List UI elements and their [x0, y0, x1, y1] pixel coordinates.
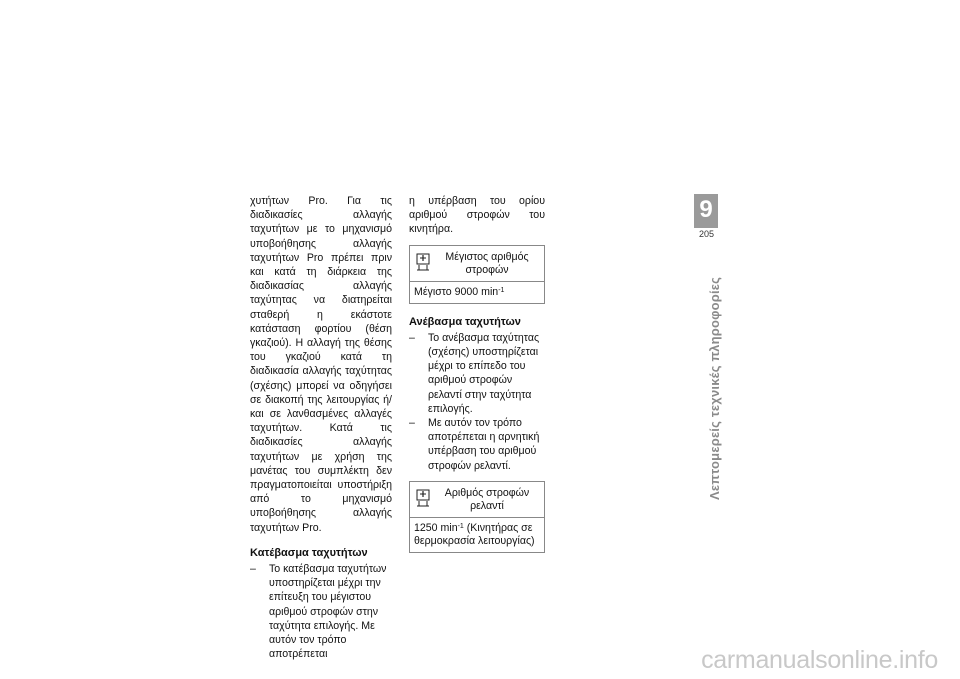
body-paragraph: η υπέρβαση του ορίου αριθμού στροφών του κινητήρα.	[409, 195, 545, 236]
engine-speed-icon	[416, 489, 432, 513]
spec-title: Αριθμός στροφών ρελαντί	[444, 486, 530, 512]
spec-title: Μέγιστος αριθμός στροφών	[445, 250, 529, 276]
body-paragraph: χυτήτων Pro. Για τις διαδικασίες αλλαγής ταχυτήτων με το μηχανισμό υποβοήθησης αλλαγής ταχυτήτων Pro πρέπει πριν και κατά τη διάρκεια της διαδικασίας αλλαγής ταχύτητας να διατηρείται σταθερή η εκάστοτε κατάσταση φορτίου (θέση γκαζιού). Η αλλαγή της θέσης του γκαζιού κατά τη διαδικασία αλλαγής ταχύτητας (σχέσης) μπορεί να οδηγήσει σε διακοπή της λειτουργίας ή/και σε λανθασμένες αλλαγές ταχυτήτων. Κατά τις διαδικασίες αλλαγής ταχυτήτων με χρήση της μανέτας του συμπλέκτη δεν πραγματοποιείται υποστήριξη από το μηχανισμό υποβοήθησης αλλαγής ταχυτήτων Pro.	[250, 195, 392, 534]
section-heading-downshift: Κατέβασμα ταχυτήτων	[250, 546, 368, 559]
engine-speed-icon	[416, 253, 432, 277]
left-text-column	[250, 194, 392, 662]
watermark-brand: carmanualsonline.info	[701, 646, 938, 674]
chapter-title: Λεπτομερείς τεχνικές πληροφορίες	[707, 276, 722, 500]
bullet-list	[250, 562, 392, 661]
spec-box-idle-rpm	[409, 481, 545, 553]
page-number: 205	[698, 229, 715, 239]
right-text-column	[409, 194, 545, 563]
spec-box-max-rpm	[409, 245, 545, 304]
list-item: – Το κατέβασμα ταχυτήτων υποστηρίζεται μέχρι την επίτευξη του μέγιστου αριθμού στροφών στην ταχύτητα επιλογής. Με αυτόν τον τρόπο αποτρέπεται	[250, 562, 392, 661]
spec-value: Μέγιστο 9000 $\min^{-1}$	[414, 285, 505, 298]
list-item: – Με αυτόν τον τρόπο αποτρέπεται η αρνητική υπέρβαση του αριθμού στροφών ρελαντί.	[409, 416, 545, 473]
spec-value: 1250 $\min^{-1} (K\iota\nu\eta\tau ή\rho\alpha\varsigma$ σε θερμοκρασία λειτουργίας)	[414, 521, 535, 547]
chapter-number: 9	[699, 196, 713, 223]
bullet-list	[409, 331, 545, 473]
list-item: – Το ανέβασμα ταχύτητας (σχέσης) υποστηρίζεται μέχρι το επίπεδο του αριθμού στροφών ρελαντί στην ταχύτητα επιλογής.	[409, 331, 545, 416]
section-heading-upshift: Ανέβασμα ταχυτήτων	[409, 315, 521, 328]
